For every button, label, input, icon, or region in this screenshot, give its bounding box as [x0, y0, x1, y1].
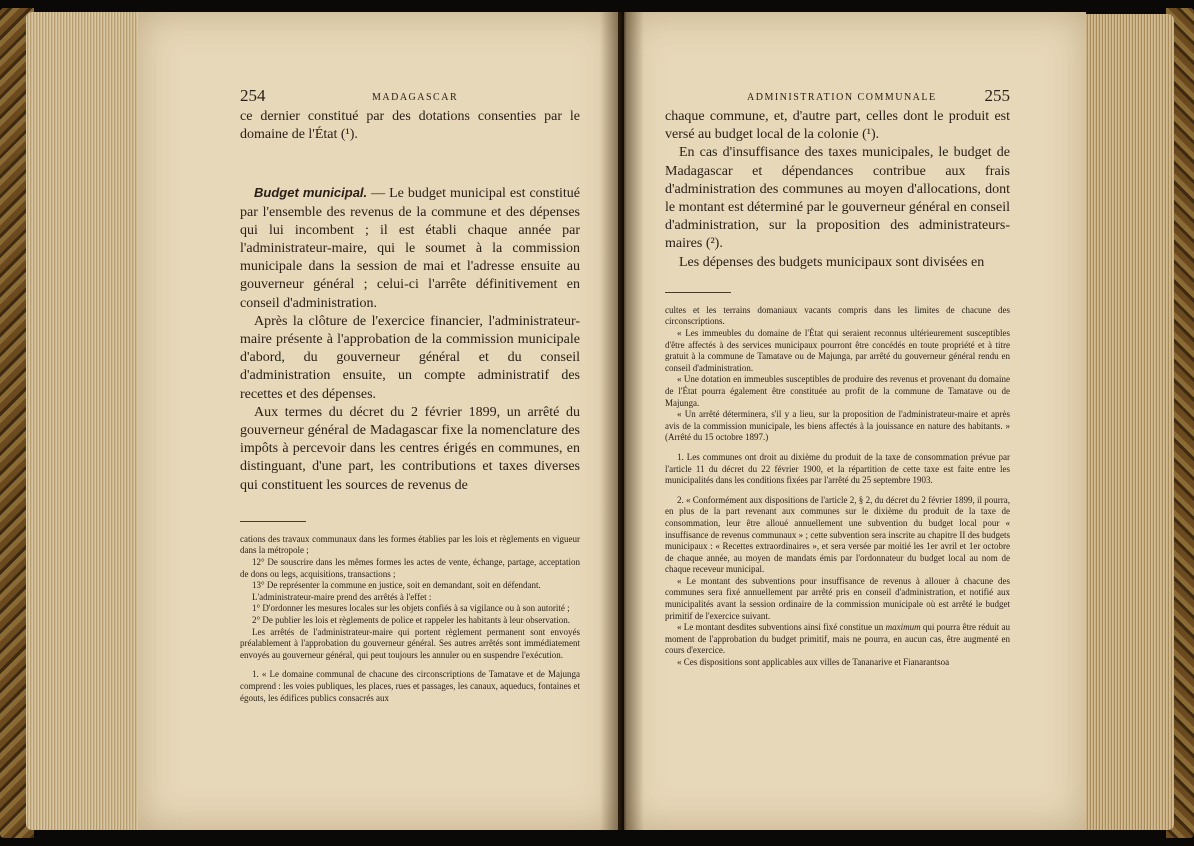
left-note-5: 1° D'ordonner les mesures locales sur les objets confiés à sa vigilance ou à son autorité ; [252, 603, 570, 614]
right-note-4: « Un arrêté déterminera, s'il y a lieu, sur la proposition de l'administrateur-maire et après avis de la commission municipale, les biens affectés à la jouissance en nature des habitants. » (Arrêté du 15 octobre 1897.) [665, 409, 1010, 443]
right-footnote-rule [665, 292, 731, 293]
left-page-content [240, 86, 580, 704]
right-running-head [665, 86, 1010, 108]
left-running-title: MADAGASCAR [372, 92, 459, 103]
right-body-text [665, 108, 1010, 272]
right-note-8 [665, 622, 1010, 657]
left-note-7: Les arrêtés de l'administrateur-maire qui portent règlement permanent sont envoyés préalablement à l'approbation du gouverneur général. Ses autres arrêtés sont immédiatement envoyés au gouverneur général, qui peut toujours les annuler ou en suspendre l'exécution. [240, 626, 580, 660]
right-note-7: « Le montant des subventions pour insuffisance de revenus à allouer à chacune des communes sera fixé annuellement par arrêté pris en conseil d'administration, et notifié aux municipalités avant la session ordinaire de la commission municipale où est arrêté le budget primitif de l'exercice suivant. [665, 575, 1010, 621]
right-footnotes [665, 305, 1010, 669]
left-paragraph-4: Aux termes du décret du 2 février 1899, un arrêté du gouverneur général de Madagascar fixe la nomenclature des impôts à percevoir dans les centres érigés en communes, en distinguant, d'une part, les contributions et taxes diverses qui constituent les sources de revenus de [240, 404, 580, 493]
right-running-title: ADMINISTRATION COMMUNALE [747, 92, 937, 103]
left-paragraph-3: Après la clôture de l'exercice financier, l'administrateur-maire présente à l'approbation de la commission municipale d'abord, du gouverneur général et du conseil d'administration ensuite, un compte administratif des recettes et des dépenses. [240, 313, 580, 402]
left-paragraph-1: ce dernier constitué par des dotations consenties par le domaine de l'État (¹). [240, 109, 580, 143]
left-note-2: 12° De souscrire dans les mêmes formes les actes de vente, échange, partage, acceptation de dons ou legs, acquisitions, transactions ; [240, 557, 580, 579]
left-body-text [240, 108, 580, 495]
left-paragraph-budget-text: — Le budget municipal est constitué par l'ensemble des revenus de la commune et des dépenses qui lui incombent ; il est établi chaque année par l'administrateur-maire, qui le soumet à la commission municipale dans la session de mai et l'adresse ensuite au gouverneur général ; celui-ci l'arrête définitivement en conseil d'administration. [240, 186, 581, 311]
right-page-number: 255 [984, 86, 1010, 105]
left-paragraph-budget [240, 184, 580, 312]
left-note-1: cations des travaux communaux dans les formes établies par les lois et règlements en vigueur dans la métropole ; [240, 533, 580, 556]
right-footnote-1: 1. Les communes ont droit au dixième du produit de la taxe de consommation prévue par l'article 11 du décret du 22 février 1900, et la répartition de cette taxe est faite entre les municipalités dans les conditions fixées par l'arrêté du 25 septembre 1903. [665, 451, 1010, 486]
left-running-head [240, 86, 580, 108]
page-edges-right [1080, 14, 1174, 830]
right-note-8-italic: maximum [885, 622, 921, 633]
left-page-number: 254 [240, 86, 266, 105]
page-edges-left [26, 12, 152, 830]
right-note-8-start: « Le montant desdites subventions ainsi fixé constitue un [677, 622, 884, 633]
right-note-2: « Les immeubles du domaine de l'État qui seraient reconnus ultérieurement susceptibles d'être affectés à des services municipaux pourront être concédés en toute propriété et à titre gratuit à la commune de Tamatave ou de Majunga, par arrêté du gouverneur général rendu en conseil d'administration. [665, 328, 1010, 373]
left-footnotes [240, 534, 580, 704]
left-note-6: 2° De publier les lois et règlements de police et rappeler les habitants à leur observation. [252, 615, 570, 626]
left-note-4: L'administrateur-maire prend des arrêtés à l'effet : [252, 591, 432, 602]
right-note-8-end: qui pourra être réduit au moment de l'approbation du budget primitif, mais ne pourra, en aucun cas, être augmenté en cours d'exercice. [665, 622, 1011, 656]
section-heading-budget-municipal: Budget municipal. [254, 185, 368, 201]
left-note-3: 13° De représenter la commune en justice, soit en demandant, soit en défendant. [252, 580, 541, 591]
book-gutter [600, 12, 644, 830]
left-footnote-rule [240, 521, 306, 522]
right-paragraph-3: Les dépenses des budgets municipaux sont divisées en [679, 254, 985, 270]
right-note-3: « Une dotation en immeubles susceptibles de produire des revenus et provenant du domaine de l'État pourra également être constituée au profit de la commune de Tamatave ou de Majunga. [665, 374, 1010, 408]
right-footnote-2: 2. « Conformément aux dispositions de l'article 2, § 2, du décret du 2 février 1899, il pourra, en plus de la part revenant aux communes sur le dixième du produit de la taxe de consommation, leur être alloué annuellement une subvention du budget local pour « insuffisance de revenus communaux » ; cette subvention sera inscrite au chapitre II des budgets municipaux : « Recettes extraordinaires », et sera versée par moitié les 1er avril et 1er octobre de chaque année, au moyen de mandats émis par l'ordonnateur du budget local au nom de chaque receveur municipal. [665, 494, 1010, 575]
right-note-9: « Ces dispositions sont applicables aux villes de Tananarive et Fianarantsoa [677, 657, 950, 668]
right-page-content [665, 86, 1010, 669]
left-footnote-1: 1. « Le domaine communal de chacune des circonscriptions de Tamatave et de Majunga comprend : les voies publiques, les places, rues et passages, les canaux, aqueducs, fontaines et égouts, les édifices publics consacrés aux [240, 669, 580, 703]
right-paragraph-2: En cas d'insuffisance des taxes municipales, le budget de Madagascar et dépendances contribue aux frais d'administration des communes au moyen d'allocations, dont le montant est déterminé par le gouverneur général en conseil d'administration, sur la proposition des administrateurs-maires (²). [665, 145, 1010, 252]
right-note-1: cultes et les terrains domaniaux vacants compris dans les limites de chacune des circonscriptions. [665, 304, 1010, 327]
right-paragraph-1: chaque commune, et, d'autre part, celles dont le produit est versé au budget local de la colonie (¹). [665, 109, 1010, 143]
